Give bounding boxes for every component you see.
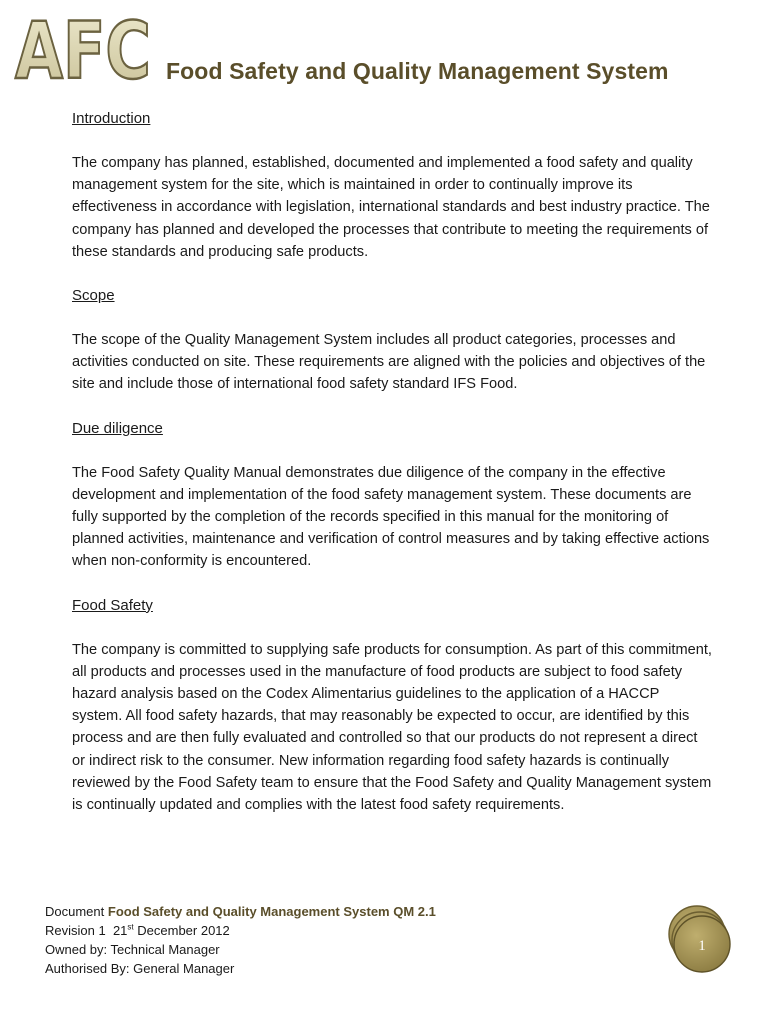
section-heading: Food Safety (72, 596, 153, 614)
footer-revision-day: 21 (112, 923, 128, 938)
afc-logo (12, 7, 154, 97)
document-title: Food Safety and Quality Management System (166, 58, 669, 84)
section-food-safety (72, 595, 712, 817)
section-introduction (72, 108, 712, 263)
document-body (72, 108, 712, 838)
footer-revision-day-suffix: st (127, 922, 134, 932)
footer-document-label: Document (45, 904, 105, 919)
section-heading: Scope (72, 287, 115, 305)
section-scope (72, 285, 712, 396)
footer-revision-label: Revision 1 (45, 923, 106, 938)
section-paragraph: The Food Safety Quality Manual demonstrates due diligence of the company in the effective development and implementation of the food safety management system. These documents are fully supported by the completion of the records specified in this manual for the monitoring of planned activities, maintenance and verification of control measures and by taking effective actions when non-conformity is encountered. (72, 464, 710, 570)
footer-revision-date: December 2012 (137, 923, 230, 938)
section-paragraph: The company has planned, established, documented and implemented a food safety and quality management system for the site, which is maintained in order to continually improve its effectiveness in accordance with legislation, international standards and best industry practice. The company has planned and developed the processes that contribute to meeting the requirements of these standards and producing safe products. (72, 155, 710, 260)
footer-document-name: Food Safety and Quality Management System QM 2.1 (107, 904, 436, 919)
page-number-badge (664, 904, 738, 976)
section-due-diligence (72, 418, 712, 573)
section-heading: Due diligence (72, 419, 163, 437)
section-paragraph: The company is committed to supplying safe products for consumption. As part of this commitment, all products and processes used in the manufacture of food products are subject to food safety hazard analysis based on the Codex Alimentarius guidelines to the application of a HACCP system. All food safety hazards, that may reasonably be expected to occur, are identified by this process and are then fully evaluated and controlled so that our products do not represent a direct or indirect risk to the consumer. New information regarding food safety hazards is continually reviewed by the Food Safety team to ensure that the Food Safety and Quality Management system is continually updated and complies with the latest food safety requirements. (72, 641, 712, 814)
footer-document-line (45, 902, 436, 921)
section-heading: Introduction (72, 110, 151, 127)
footer-authorised-by: Authorised By: General Manager (45, 961, 235, 976)
section-paragraph: The scope of the Quality Management System includes all product categories, processes and activities conducted on site. These requirements are aligned with the policies and objectives of the site and include those of international food safety standard IFS Food. (72, 332, 706, 393)
logo-text: AFC (15, 7, 151, 97)
footer-revision-line (45, 921, 436, 940)
document-footer (45, 902, 436, 978)
page-number: 1 (698, 938, 706, 954)
footer-owned-by: Owned by: Technical Manager (45, 942, 220, 957)
